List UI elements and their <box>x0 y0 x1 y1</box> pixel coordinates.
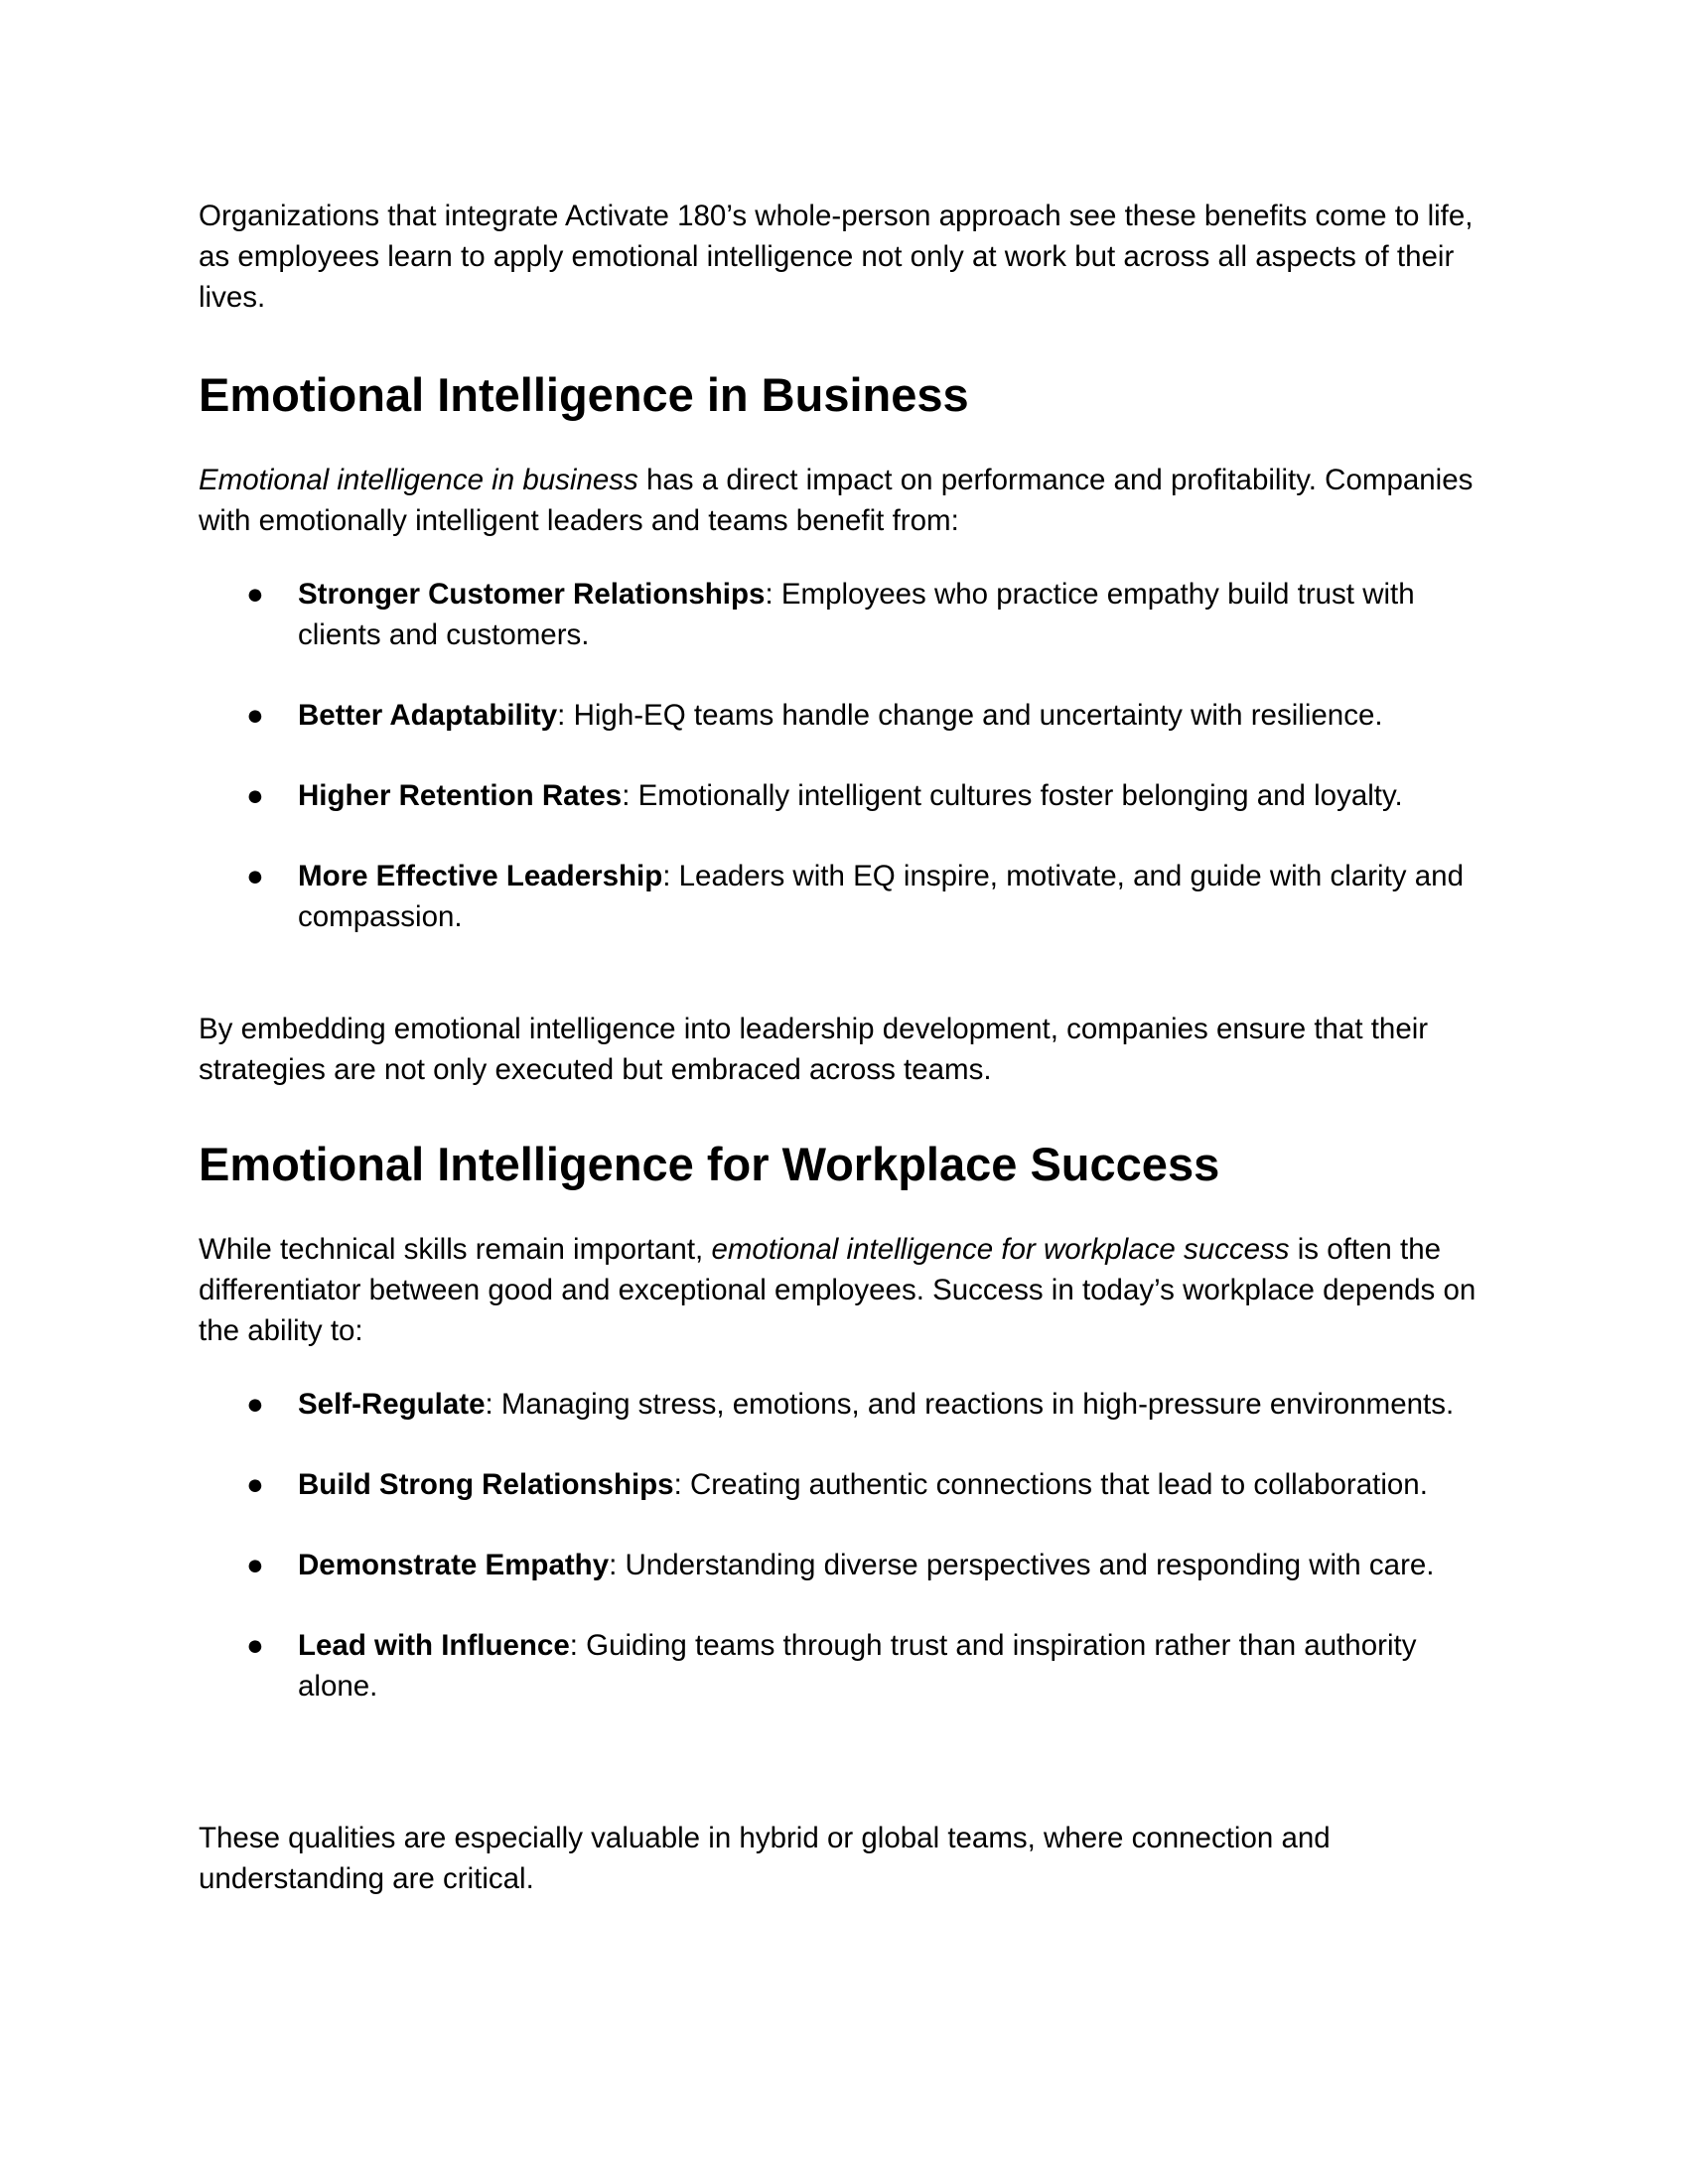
bullet-icon: ● <box>246 1629 264 1662</box>
business-heading: Emotional Intelligence in Business <box>199 368 969 421</box>
list-item <box>199 1545 1499 1585</box>
workplace-lead-after: is often the differentiator between good and exceptional employees. Success in today’s workplace depends on the ability to: <box>199 1233 1477 1347</box>
list-item-title: Self-Regulate <box>298 1388 486 1421</box>
list-item-title: Stronger Customer Relationships <box>298 578 766 611</box>
list-item-desc: : Guiding teams through trust and inspiration rather than authority alone. <box>298 1629 1417 1703</box>
list-item <box>199 1464 1499 1505</box>
list-item-title: Demonstrate Empathy <box>298 1549 610 1581</box>
list-item-title: Better Adaptability <box>298 699 558 732</box>
list-item <box>199 1625 1499 1706</box>
list-item-title: More Effective Leadership <box>298 860 663 892</box>
list-item <box>199 856 1499 937</box>
business-lead-paragraph <box>199 460 1499 541</box>
list-item-title: Build Strong Relationships <box>298 1468 674 1501</box>
workplace-lead-italic: emotional intelligence for workplace success <box>711 1233 1290 1266</box>
list-item-desc: : Understanding diverse perspectives and responding with care. <box>609 1549 1435 1581</box>
workplace-lead-before: While technical skills remain important, <box>199 1233 712 1266</box>
list-item <box>199 775 1499 816</box>
workplace-heading: Emotional Intelligence for Workplace Success <box>199 1138 1220 1190</box>
bullet-icon: ● <box>246 578 264 611</box>
list-item-desc: : Employees who practice empathy build trust with clients and customers. <box>298 578 1415 651</box>
list-item <box>199 695 1499 736</box>
list-item-title: Higher Retention Rates <box>298 779 623 812</box>
workplace-lead-paragraph <box>199 1229 1499 1351</box>
bullet-icon: ● <box>246 1549 264 1581</box>
business-lead-italic: Emotional intelligence in business <box>199 464 638 496</box>
business-lead-rest: has a direct impact on performance and profitability. Companies with emotionally intelligent leaders and teams benefit from: <box>199 464 1474 537</box>
business-closing-paragraph: By embedding emotional intelligence into leadership development, companies ensure that their strategies are not only executed but embraced across teams. <box>199 1013 1429 1086</box>
bullet-icon: ● <box>246 1468 264 1501</box>
list-item <box>199 574 1499 655</box>
bullet-icon: ● <box>246 860 264 892</box>
list-item-desc: : Leaders with EQ inspire, motivate, and guide with clarity and compassion. <box>298 860 1464 933</box>
list-item <box>199 1384 1499 1425</box>
workplace-abilities-list <box>199 1384 1499 1746</box>
list-item-desc: : Creating authentic connections that lead to collaboration. <box>673 1468 1428 1501</box>
workplace-closing-paragraph: These qualities are especially valuable in hybrid or global teams, where connection and understanding are critical. <box>199 1822 1331 1895</box>
list-item-title: Lead with Influence <box>298 1629 570 1662</box>
bullet-icon: ● <box>246 779 264 812</box>
business-benefits-list <box>199 574 1499 977</box>
bullet-icon: ● <box>246 1388 264 1421</box>
list-item-desc: : High-EQ teams handle change and uncertainty with resilience. <box>557 699 1383 732</box>
list-item-desc: : Managing stress, emotions, and reactions in high-pressure environments. <box>485 1388 1455 1421</box>
intro-paragraph: Organizations that integrate Activate 180’s whole-person approach see these benefits come to life, as employees learn to apply emotional intelligence not only at work but across all aspects of their lives. <box>199 200 1474 314</box>
bullet-icon: ● <box>246 699 264 732</box>
list-item-desc: : Emotionally intelligent cultures foster belonging and loyalty. <box>622 779 1403 812</box>
